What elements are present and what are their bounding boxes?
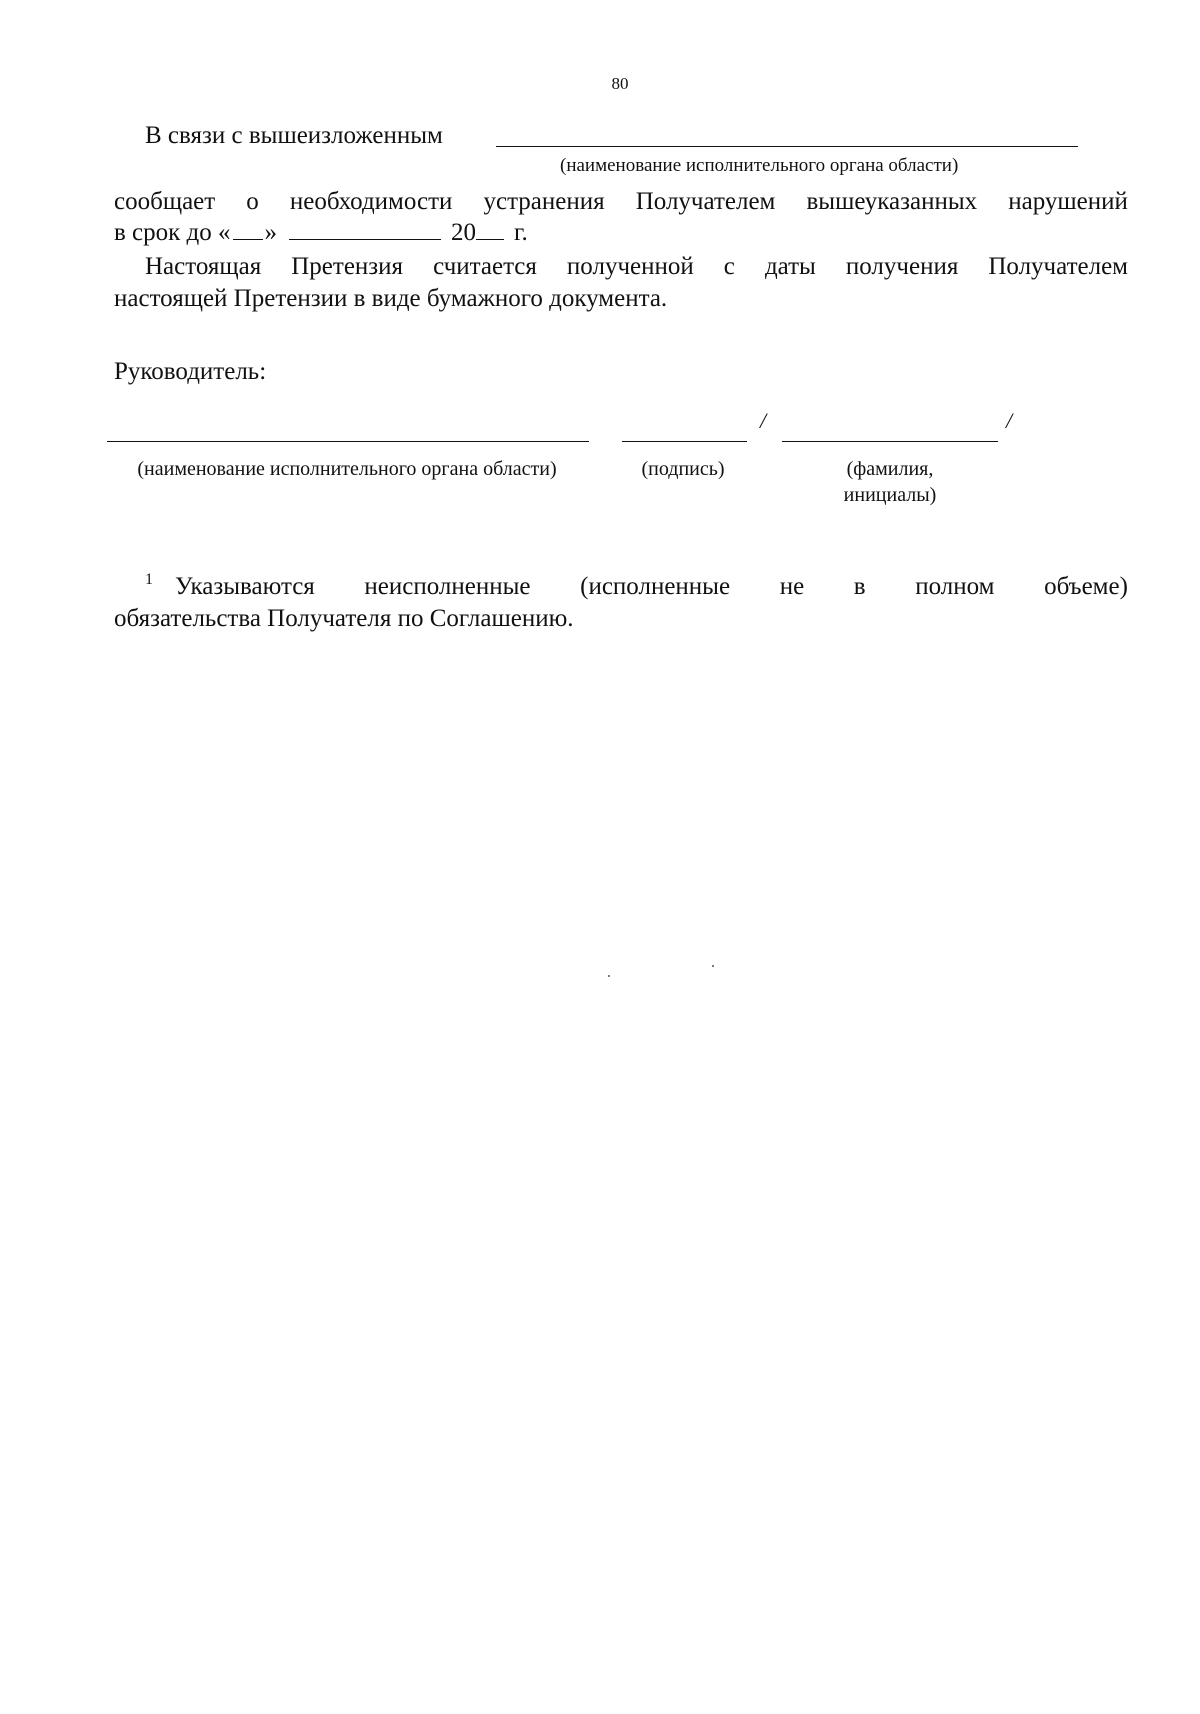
separator-slash: /	[760, 408, 767, 433]
organ-caption: (наименование исполнительного органа области)	[137, 458, 557, 480]
signature-line	[622, 441, 747, 442]
claim-word: Претензия	[291, 253, 404, 280]
head-label: Руководитель:	[114, 358, 267, 385]
name-caption: (фамилия, инициалы)	[843, 458, 937, 506]
claim-line	[145, 251, 1128, 283]
scan-speck	[608, 975, 610, 977]
notice-word: сообщает	[114, 188, 216, 215]
deadline-prefix: в срок до «	[114, 219, 231, 246]
deadline-line	[114, 217, 528, 249]
footnote-word: неисполненные	[364, 573, 531, 600]
footnote-word: Указываются	[175, 573, 315, 600]
footnote-word: в	[853, 573, 866, 600]
claim-word: Получателем	[988, 253, 1128, 280]
deadline-year-prefix: 20	[451, 219, 477, 246]
notice-word: необходимости	[289, 188, 453, 215]
notice-word: о	[246, 188, 259, 215]
deadline-year-blank	[476, 217, 504, 240]
footnote-line-end: обязательства Получателя по Соглашению.	[114, 605, 574, 632]
footnote-word: объеме)	[1044, 573, 1128, 600]
page-number: 80	[611, 74, 629, 93]
notice-line	[114, 186, 1128, 218]
footnote-mark: 1	[145, 571, 153, 588]
deadline-year-suffix: г.	[514, 219, 528, 246]
footnote-word: (исполненные	[580, 573, 731, 600]
notice-word: устранения	[483, 188, 605, 215]
claim-word: Настоящая	[145, 253, 262, 280]
organ-signature-line	[107, 441, 589, 442]
intro-text: В связи с вышеизложенным	[145, 122, 443, 149]
footnote-word: не	[779, 573, 805, 600]
claim-word: получения	[845, 253, 959, 280]
notice-word: нарушений	[1008, 188, 1128, 215]
claim-word: считается	[433, 253, 537, 280]
notice-word: вышеуказанных	[806, 188, 978, 215]
organ-name-blank	[496, 146, 1078, 147]
footnote-first-word	[145, 571, 315, 606]
deadline-close-quote: »	[264, 219, 278, 246]
claim-word: полученной	[566, 253, 694, 280]
notice-word: Получателем	[635, 188, 776, 215]
organ-name-caption: (наименование исполнительного органа области)	[560, 155, 959, 176]
scan-speck	[712, 965, 714, 967]
name-line	[782, 441, 998, 442]
separator-slash: /	[1006, 408, 1013, 433]
claim-word: с	[723, 253, 735, 280]
deadline-month-blank	[289, 217, 441, 240]
claim-line-end: настоящей Претензии в виде бумажного документа.	[114, 285, 668, 312]
footnote-word: полном	[915, 573, 995, 600]
footnote-line	[145, 571, 1128, 606]
signature-caption: (подпись)	[641, 458, 725, 480]
claim-word: даты	[764, 253, 816, 280]
deadline-day-blank	[233, 217, 263, 240]
